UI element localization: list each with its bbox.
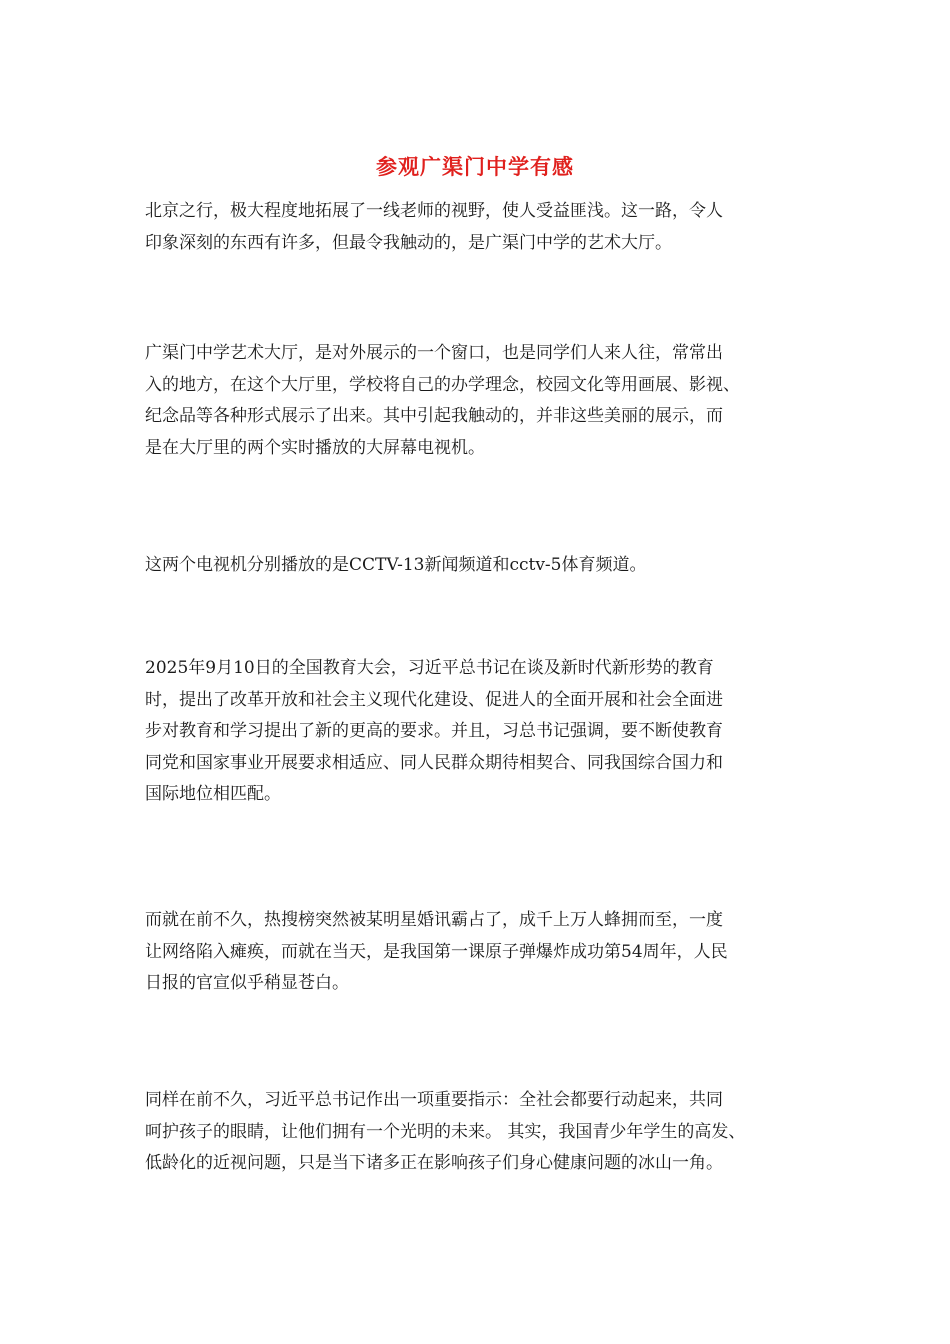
paragraph-line: 这两个电视机分别播放的是CCTV-13新闻频道和cctv-5体育频道。: [145, 555, 647, 575]
paragraph-line: 呵护孩子的眼睛，让他们拥有一个光明的未来。 其实，我国青少年学生的高发、: [145, 1121, 746, 1142]
paragraph-line: 时，提出了改革开放和社会主义现代化建设、促进人的全面开展和社会全面进: [145, 689, 723, 710]
paragraph-line: 让网络陷入瘫痪，而就在当天，是我国第一课原子弹爆炸成功第54周年，人民: [145, 941, 728, 962]
paragraph-4: [145, 653, 810, 811]
paragraph-6: [145, 1085, 810, 1180]
paragraph-line: 步对教育和学习提出了新的更高的要求。并且，习总书记强调，要不断使教育: [145, 721, 723, 741]
paragraph-line: 低龄化的近视问题，只是当下诸多正在影响孩子们身心健康问题的冰山一角。: [145, 1153, 723, 1173]
paragraph-line: 纪念品等各种形式展示了出来。其中引起我触动的，并非这些美丽的展示，而: [145, 406, 723, 426]
paragraph-line: 国际地位相匹配。: [145, 784, 281, 804]
paragraph-line: 北京之行，极大程度地拓展了一线老师的视野，使人受益匪浅。这一路，令人: [145, 201, 723, 221]
paragraph-line: 而就在前不久，热搜榜突然被某明星婚讯霸占了，成千上万人蜂拥而至，一度: [145, 910, 723, 930]
paragraph-line: 广渠门中学艺术大厅，是对外展示的一个窗口，也是同学们人来人往，常常出: [145, 343, 723, 363]
paragraph-line: 同党和国家事业开展要求相适应、同人民群众期待相契合、同我国综合国力和: [145, 752, 723, 773]
paragraph-line: 是在大厅里的两个实时播放的大屏幕电视机。: [145, 437, 485, 458]
paragraph-2: [145, 338, 810, 464]
paragraph-line: 印象深刻的东西有许多，但最令我触动的，是广渠门中学的艺术大厅。: [145, 232, 672, 253]
paragraph-line: 2025年9月10日的全国教育大会，习近平总书记在谈及新时代新形势的教育: [145, 658, 714, 678]
paragraph-line: 日报的官宣似乎稍显苍白。: [145, 973, 349, 993]
paragraph-5: [145, 905, 810, 1000]
paragraph-line: 入的地方，在这个大厅里，学校将自己的办学理念，校园文化等用画展、影视、: [145, 374, 740, 395]
paragraph-3: [145, 550, 810, 582]
paragraph-1: [145, 196, 810, 259]
paragraph-line: 同样在前不久，习近平总书记作出一项重要指示：全社会都要行动起来，共同: [145, 1090, 723, 1110]
document-title: 参观广渠门中学有感: [376, 154, 574, 179]
